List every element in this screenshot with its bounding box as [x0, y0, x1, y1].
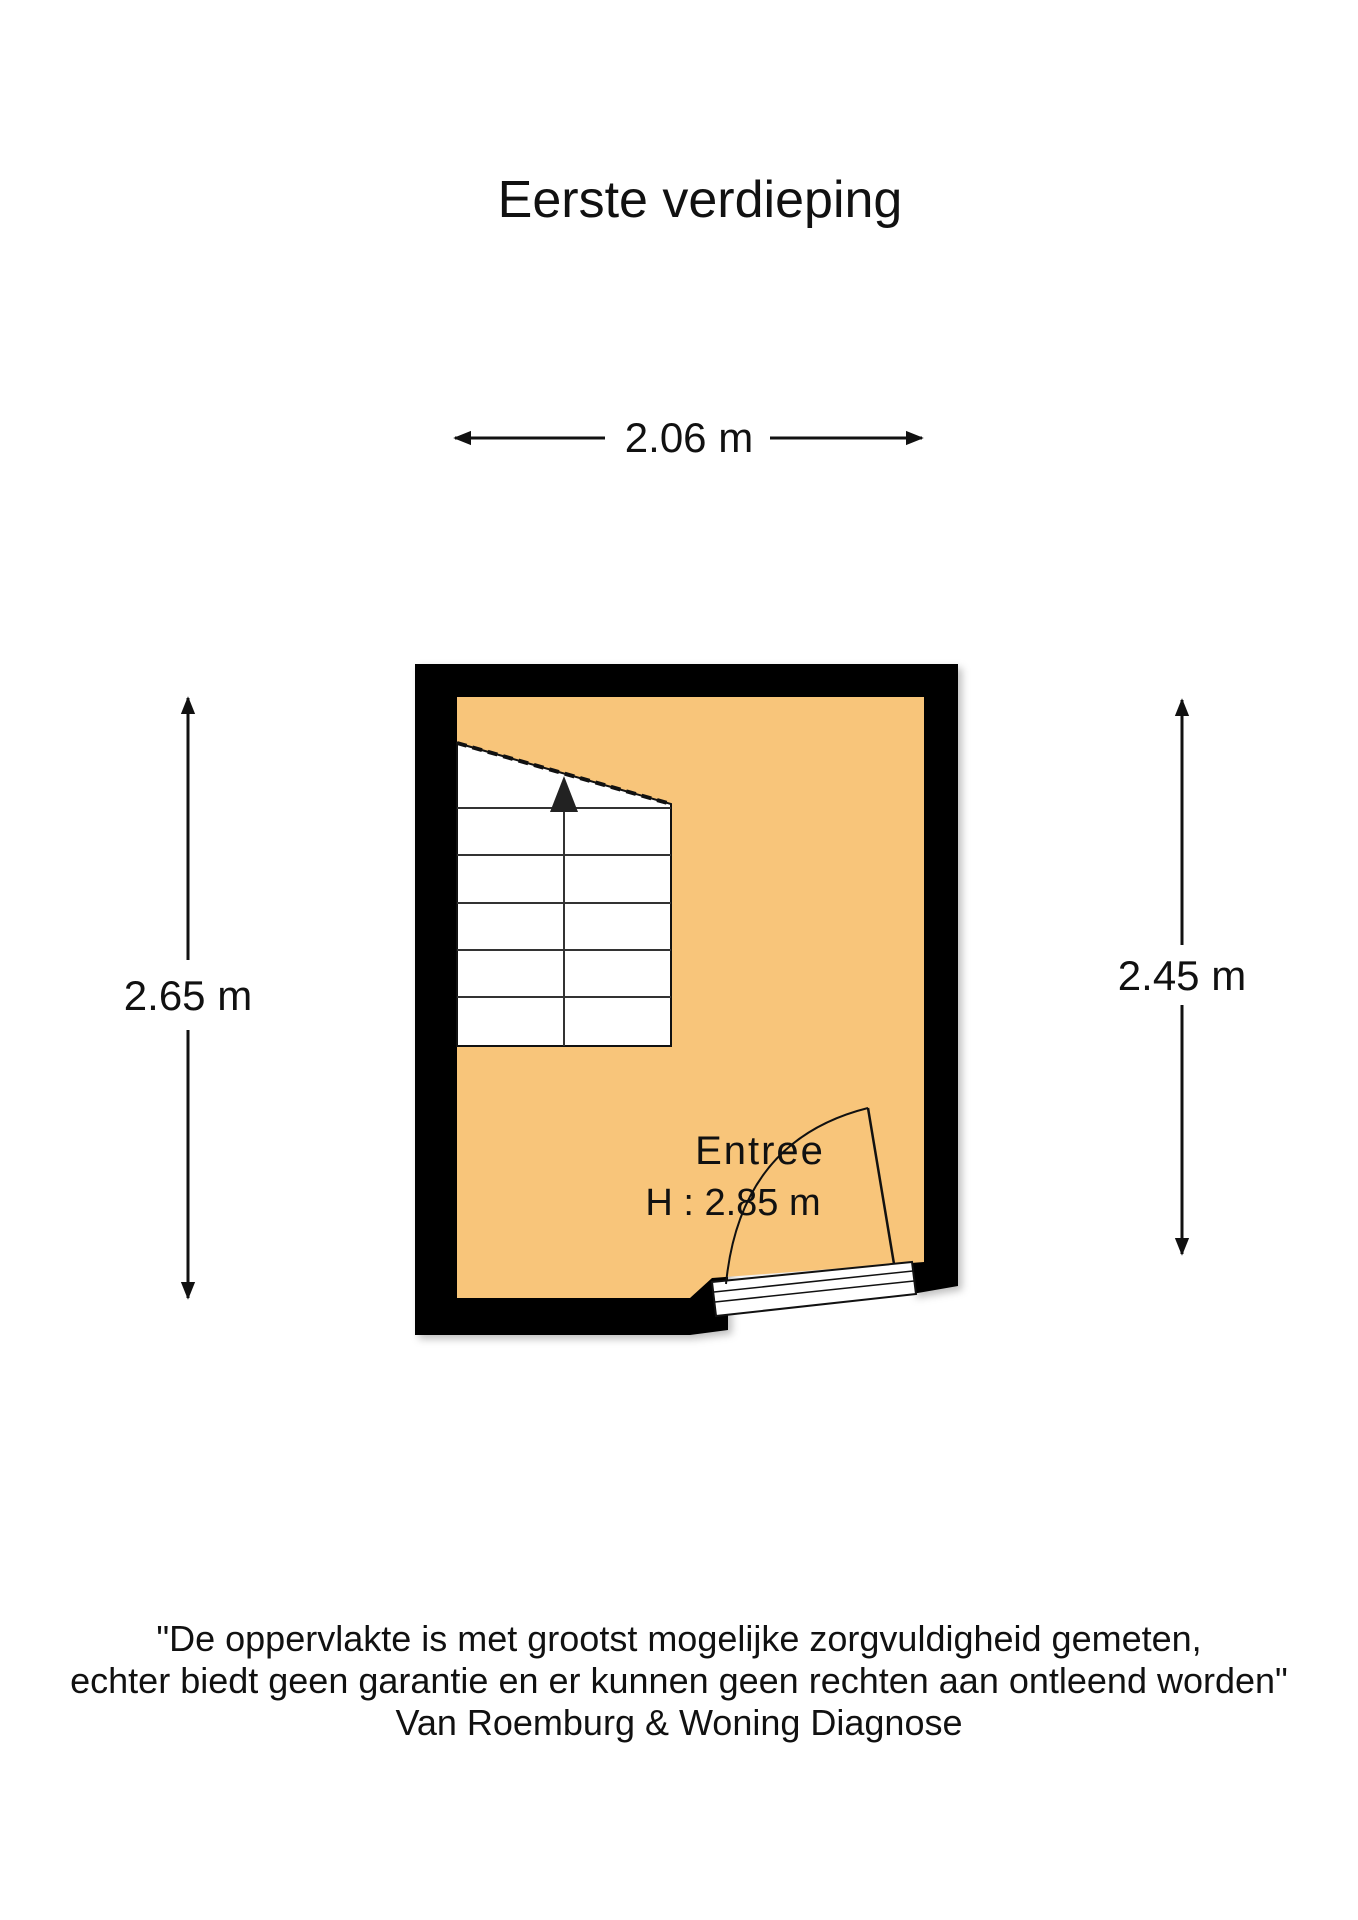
disclaimer-line-2: echter biedt geen garantie en er kunnen geen rechten aan ontleend worden"	[70, 1660, 1288, 1701]
right-height-dimension	[1118, 700, 1246, 1254]
floor-title: Eerste verdieping	[497, 171, 903, 229]
left-height-dimension	[124, 698, 252, 1298]
room-name: Entree	[695, 1129, 825, 1173]
width-label: 2.06 m	[624, 414, 754, 461]
right-height-label: 2.45 m	[1117, 952, 1247, 999]
disclaimer-line-1: "De oppervlakte is met grootst mogelijke zorgvuldigheid gemeten,	[156, 1618, 1202, 1659]
disclaimer	[0, 1618, 1358, 1744]
disclaimer-company: Van Roemburg & Woning Diagnose	[395, 1702, 963, 1743]
room-height: H : 2.85 m	[645, 1182, 821, 1224]
left-height-label: 2.65 m	[123, 972, 253, 1019]
width-dimension	[455, 414, 922, 461]
